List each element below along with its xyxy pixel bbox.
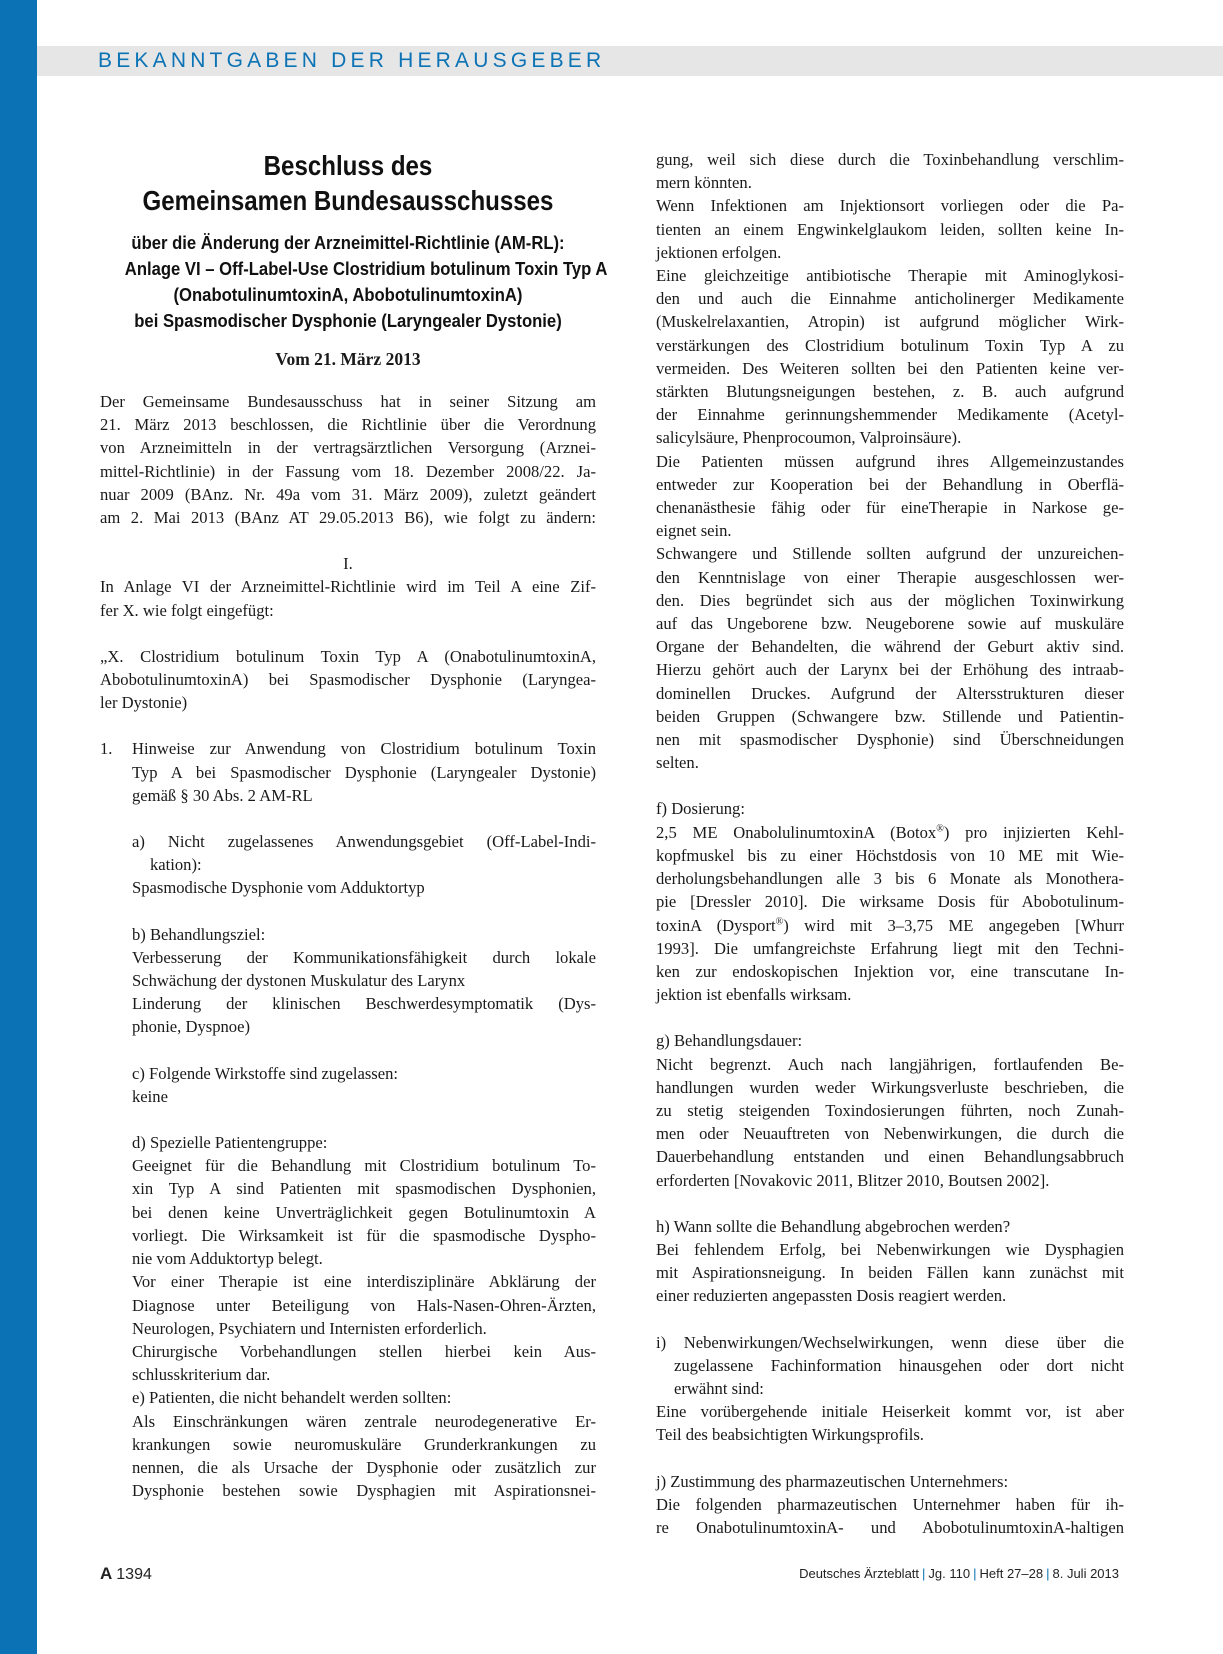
text-line: tienten an einem Engwinkelglaukom leiden, sollten keine In-	[656, 219, 1124, 239]
text-line: ler Dystonie)	[100, 693, 188, 713]
section-a	[100, 830, 596, 900]
text-line: fer X. wie folgt eingefügt:	[100, 600, 274, 620]
journal-info	[799, 1566, 1119, 1581]
text-line: kopfmuskel bis zu einer Höchstdosis von 10 ME mit Wie-	[656, 845, 1124, 865]
text-line: nen mit spasmodischer Dysphonie) sind Überschneidungen	[656, 730, 1124, 750]
text-line: Organe der Behandelten, die während der Geburt aktiv sind.	[656, 637, 1124, 657]
text-line: jektion ist ebenfalls wirksam.	[656, 985, 852, 1005]
text-line: erforderten [Novakovic 2011, Blitzer 2010, Boutsen 2002].	[656, 1170, 1050, 1190]
page-number-value: 1394	[116, 1566, 152, 1583]
text-line: Die folgenden pharmazeutischen Unternehmer haben für ih-	[656, 1494, 1124, 1514]
section-heading: j) Zustimmung des pharmazeutischen Unternehmers:	[656, 1471, 1009, 1491]
text-line: den und auch die Einnahme anticholinerger Medikamente	[656, 289, 1124, 309]
separator: |	[1046, 1566, 1050, 1581]
text-line: Schwangere und Stillende sollten aufgrund der unzureichen-	[656, 544, 1124, 564]
section-heading: erwähnt sind:	[674, 1378, 764, 1398]
roman-numeral: I.	[343, 554, 353, 574]
section-e-continued	[656, 148, 1124, 774]
anlage-paragraph	[100, 575, 596, 621]
article-title	[135, 148, 562, 218]
text-line: Der Gemeinsame Bundesausschuss hat in seiner Sitzung am	[100, 392, 596, 411]
registered-mark: ®	[775, 915, 784, 927]
text-line: Als Einschränkungen wären zentrale neurodegenerative Er-	[132, 1411, 596, 1431]
text-line: den Kenntnislage von einer Therapie ausgeschlossen wer-	[656, 567, 1124, 587]
section-header: BEKANNTGABEN DER HERAUSGEBER	[98, 49, 606, 72]
side-color-bar	[0, 0, 37, 1654]
text-fragment: toxinA (Dysport	[656, 915, 776, 935]
text-line: Linderung der klinischen Beschwerdesymptomatik (Dys-	[132, 994, 596, 1014]
section-i	[656, 1331, 1124, 1447]
quote-paragraph	[100, 645, 596, 715]
text-line: Diagnose unter Beteiligung von Hals-Nasen-Ohren-Ärzten,	[132, 1295, 596, 1315]
text-line: den. Dies begründet sich aus der möglichen Toxinwirkung	[656, 590, 1124, 610]
intro-paragraph	[100, 390, 596, 529]
right-column	[656, 148, 1124, 1539]
text-line: Neurologen, Psychiatern und Internisten erforderlich.	[132, 1318, 487, 1338]
section-heading: e) Patienten, die nicht behandelt werden sollten:	[132, 1388, 452, 1408]
text-line: Verbesserung der Kommunikationsfähigkeit durch lokale	[132, 947, 596, 967]
text-line: 1993]. Die umfangreichste Erfahrung liegt mit den Techni-	[656, 938, 1124, 958]
item-number: 1.	[100, 739, 113, 759]
text-line: Wenn Infektionen am Injektionsort vorliegen oder die Pa-	[656, 196, 1124, 216]
journal-date: 8. Juli 2013	[1052, 1566, 1119, 1581]
text-line: handlungen wurden weder Wirkungsverluste beschrieben, die	[656, 1077, 1124, 1097]
text-line: mittel-Richtlinie) in der Fassung vom 18. Dezember 2008/22. Ja-	[100, 461, 596, 481]
text-line: verstärkungen des Clostridium botulinum Toxin Typ A zu	[656, 335, 1124, 355]
section-d	[100, 1131, 596, 1386]
text-line: Die Patienten müssen aufgrund ihres Allgemeinzustandes	[656, 451, 1124, 471]
text-line: jektionen erfolgen.	[656, 242, 782, 262]
text-line: In Anlage VI der Arzneimittel-Richtlinie wird im Teil A eine Zif-	[100, 577, 596, 597]
text-line: men oder Neuauftreten von Nebenwirkungen, die durch die	[656, 1124, 1124, 1144]
article-subtitle	[124, 230, 608, 334]
title-line: Gemeinsamen Bundesausschusses	[142, 185, 554, 216]
section-heading: b) Behandlungsziel:	[132, 924, 266, 944]
text-fragment: ) wird mit 3–3,75 ME angegeben [Whurr	[783, 915, 1124, 935]
text-line: von Arzneimitteln in der vertragsärztlichen Versorgung (Arznei-	[100, 438, 596, 458]
text-line: gemäß § 30 Abs. 2 AM-RL	[132, 785, 313, 805]
section-heading: d) Spezielle Patientengruppe:	[132, 1133, 328, 1153]
text-line: der Einnahme gerinnungshemmender Medikamente (Acetyl-	[656, 405, 1124, 425]
section-heading: f) Dosierung:	[656, 799, 745, 819]
text-line	[656, 821, 1124, 844]
text-line: Typ A bei Spasmodischer Dysphonie (Laryngealer Dystonie)	[132, 762, 596, 782]
text-line: „X. Clostridium botulinum Toxin Typ A (OnabotulinumtoxinA,	[100, 646, 596, 666]
text-line: Schwächung der dystonen Muskulatur des Larynx	[132, 971, 466, 991]
text-line: derholungsbehandlungen alle 3 bis 6 Monate als Monothera-	[656, 869, 1124, 889]
text-line: Teil des beabsichtigten Wirkungsprofils.	[656, 1425, 924, 1445]
text-line: ken zur endoskopischen Injektion vor, eine transcutane In-	[656, 961, 1124, 981]
section-h	[656, 1215, 1124, 1308]
section-g	[656, 1029, 1124, 1191]
separator: |	[922, 1566, 926, 1581]
text-line: (Muskelrelaxantien, Atropin) ist aufgrund möglicher Wirk-	[656, 312, 1124, 332]
text-line: keine	[132, 1086, 168, 1106]
section-heading: i) Nebenwirkungen/Wechselwirkungen, wenn diese über die	[656, 1332, 1124, 1352]
text-line: vermeiden. Des Weiteren sollten bei den Patienten keine ver-	[656, 358, 1124, 378]
text-line: pie [Dressler 2010]. Die wirksame Dosis für Abobotulinum-	[656, 892, 1124, 912]
text-line: chenanästhesie fähig oder für eineTherapie in Narkose ge-	[656, 498, 1124, 518]
text-line: Dauerbehandlung entstanden und einen Behandlungsabbruch	[656, 1147, 1124, 1167]
subtitle-line: (OnabotulinumtoxinA, AbobotulinumtoxinA)	[173, 284, 523, 305]
text-line: bei denen keine Unverträglichkeit gegen Botulinumtoxin A	[132, 1202, 596, 1222]
text-line: Hinweise zur Anwendung von Clostridium botulinum Toxin	[132, 739, 596, 759]
text-line: 21. März 2013 beschlossen, die Richtlinie über die Verordnung	[100, 415, 596, 435]
journal-volume: Jg. 110	[928, 1566, 971, 1581]
text-line: gung, weil sich diese durch die Toxinbehandlung verschlim-	[656, 150, 1124, 169]
text-line: beiden Gruppen (Schwangere bzw. Stillende und Patientin-	[656, 706, 1124, 726]
text-line: Vor einer Therapie ist eine interdisziplinäre Abklärung der	[132, 1272, 596, 1292]
text-fragment: ) pro injizierten Kehl-	[943, 822, 1124, 842]
text-line: vorliegt. Die Wirksamkeit ist für die spasmodische Dyspho-	[132, 1225, 596, 1245]
text-line: Geeignet für die Behandlung mit Clostridium botulinum To-	[132, 1156, 596, 1176]
section-j	[656, 1470, 1124, 1540]
text-line: Nicht begrenzt. Auch nach langjährigen, fortlaufenden Be-	[656, 1054, 1124, 1074]
text-line: Chirurgische Vorbehandlungen stellen hierbei kein Aus-	[132, 1341, 596, 1361]
text-line: Bei fehlendem Erfolg, bei Nebenwirkungen wie Dysphagien	[656, 1239, 1124, 1259]
section-heading: a) Nicht zugelassenes Anwendungsgebiet (Off-Label-Indi-	[132, 832, 596, 852]
text-line: salicylsäure, Phenprocoumon, Valproinsäure).	[656, 428, 962, 448]
text-line	[656, 914, 1124, 937]
left-column	[100, 148, 608, 1502]
page-number	[100, 1564, 152, 1584]
section-e	[100, 1386, 596, 1502]
text-line: phonie, Dyspnoe)	[132, 1017, 250, 1037]
text-line: schlusskriterium dar.	[132, 1365, 271, 1385]
text-line: stärkten Blutungsneigungen bestehen, z. B. auch aufgrund	[656, 382, 1124, 402]
text-line: nie vom Adduktortyp belegt.	[132, 1249, 323, 1269]
text-line: Eine vorübergehende initiale Heiserkeit kommt vor, ist aber	[656, 1402, 1124, 1422]
text-line: re OnabotulinumtoxinA- und AbobotulinumtoxinA-haltigen	[656, 1517, 1124, 1537]
text-line: mern könnten.	[656, 173, 752, 193]
text-line: entweder zur Kooperation bei der Behandlung in Oberflä-	[656, 474, 1124, 494]
text-line: Spasmodische Dysphonie vom Adduktortyp	[132, 878, 425, 898]
journal-name: Deutsches Ärzteblatt	[799, 1566, 920, 1581]
item-1	[100, 737, 596, 807]
text-line: zu stetig steigenden Toxindosierungen führten, noch Zunah-	[656, 1100, 1124, 1120]
text-line: krankungen sowie neuromuskuläre Grunderkrankungen zu	[132, 1434, 596, 1454]
article-date: Vom 21. März 2013	[275, 349, 421, 369]
section-heading: h) Wann sollte die Behandlung abgebrochen werden?	[656, 1216, 1011, 1236]
registered-mark: ®	[936, 823, 944, 835]
text-line: selten.	[656, 753, 699, 773]
text-line: Hierzu gehört auch der Larynx bei der Erhöhung des intraab-	[656, 660, 1124, 680]
section-c	[100, 1062, 596, 1108]
text-line: dominellen Druckes. Aufgrund der Altersstrukturen dieser	[656, 683, 1124, 703]
section-heading: kation):	[150, 855, 202, 875]
section-heading: zugelassene Fachinformation hinausgehen oder dort nicht	[674, 1355, 1124, 1375]
text-line: mit Aspirationsneigung. In beiden Fällen kann zunächst mit	[656, 1263, 1124, 1283]
text-line: am 2. Mai 2013 (BAnz AT 29.05.2013 B6), wie folgt zu ändern:	[100, 508, 596, 528]
text-line: nennen, die als Ursache der Dysphonie oder zusätzlich zur	[132, 1457, 596, 1477]
page-letter: A	[100, 1564, 113, 1583]
text-line: nuar 2009 (BAnz. Nr. 49a vom 31. März 2009), zuletzt geändert	[100, 484, 596, 504]
text-line: xin Typ A sind Patienten mit spasmodischen Dysphonien,	[132, 1179, 596, 1199]
separator: |	[973, 1566, 977, 1581]
text-line: AbobotulinumtoxinA) bei Spasmodischer Dysphonie (Laryngea-	[100, 670, 596, 690]
section-b	[100, 923, 596, 1039]
journal-issue: Heft 27–28	[979, 1566, 1044, 1581]
text-line: Dysphonie bestehen sowie Dysphagien mit Aspirationsnei-	[132, 1481, 596, 1501]
title-line: Beschluss des	[263, 150, 433, 181]
section-heading: g) Behandlungsdauer:	[656, 1031, 803, 1051]
text-line: eignet sein.	[656, 521, 732, 541]
subtitle-line: über die Änderung der Arzneimittel-Richtlinie (AM-RL):	[131, 232, 565, 253]
text-line: einer reduzierten angepassten Dosis reagiert werden.	[656, 1286, 1007, 1306]
text-line: Eine gleichzeitige antibiotische Therapie mit Aminoglykosi-	[656, 266, 1124, 286]
subtitle-line: bei Spasmodischer Dysphonie (Laryngealer Dystonie)	[134, 310, 562, 331]
text-line: auf das Ungeborene bzw. Neugeborene sowie auf muskuläre	[656, 614, 1124, 634]
text-fragment: 2,5 ME OnabolulinumtoxinA (Botox	[656, 822, 937, 842]
section-f	[656, 797, 1124, 1006]
section-heading: c) Folgende Wirkstoffe sind zugelassen:	[132, 1063, 399, 1083]
subtitle-line: Anlage VI – Off-Label-Use Clostridium botulinum Toxin Typ A	[124, 258, 608, 279]
